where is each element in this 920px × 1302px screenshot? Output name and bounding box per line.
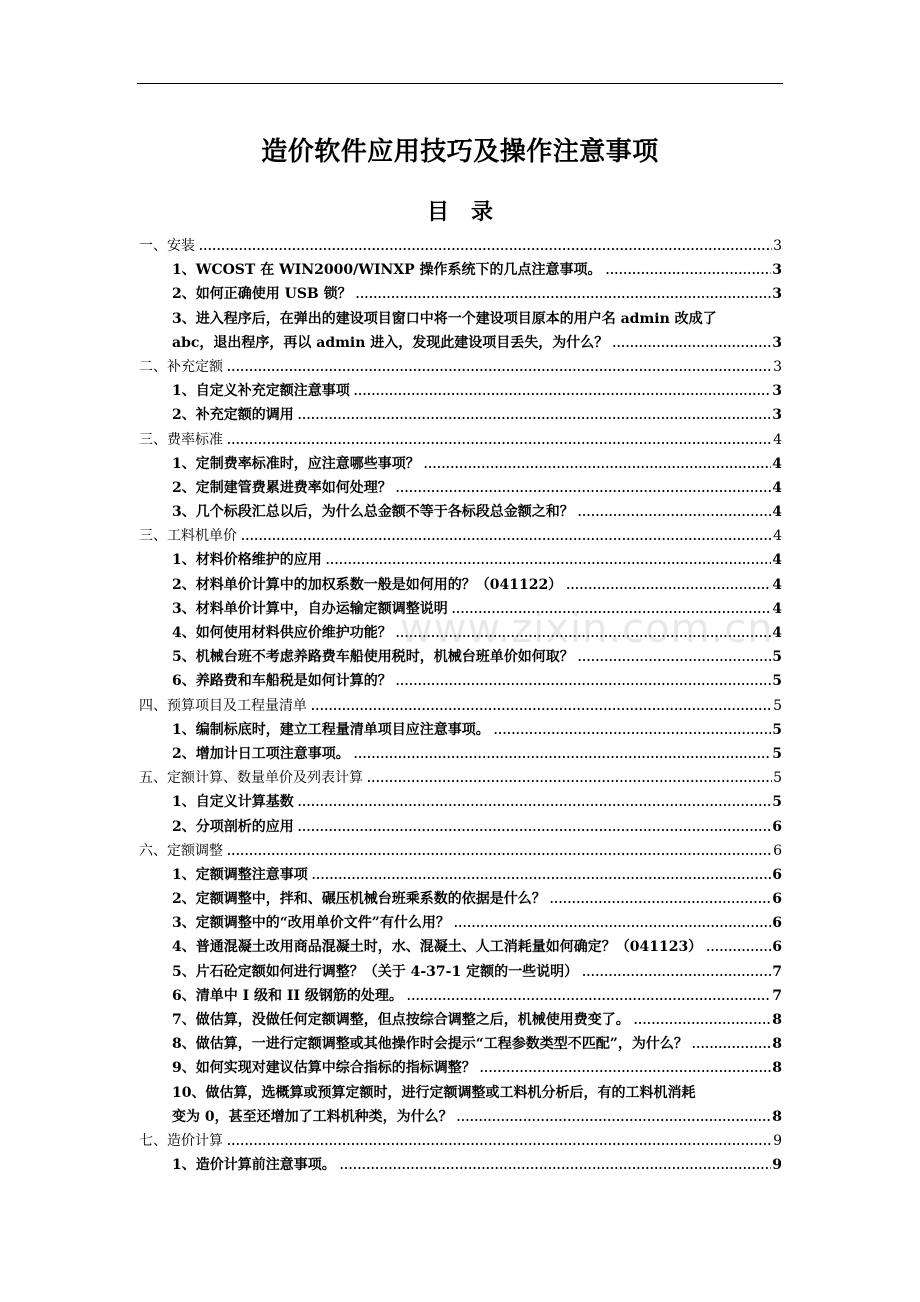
toc-leader-dots	[298, 816, 772, 840]
toc-entry-title: 2、定额调整中，拌和、碾压机械台班乘系数的依据是什么？	[172, 891, 546, 908]
toc-subsection-entry[interactable]	[139, 718, 782, 742]
toc-leader-dots	[312, 864, 772, 888]
toc-subsection-entry[interactable]	[139, 1032, 782, 1056]
toc-entry-title: 4、如何使用材料供应价维护功能？	[172, 625, 392, 641]
toc-subsection-entry[interactable]	[139, 597, 782, 621]
watermark: www.zixin.com.cn	[400, 606, 774, 652]
toc-page-number: 3	[773, 238, 782, 254]
toc-subsection-entry[interactable]	[139, 500, 782, 524]
toc-page-number: 4	[772, 625, 782, 641]
toc-subsection-entry[interactable]	[139, 887, 782, 911]
toc-subsection-entry[interactable]	[139, 476, 782, 500]
toc-section-entry[interactable]	[139, 428, 782, 452]
toc-leader-dots	[452, 598, 772, 622]
toc-page-number: 4	[772, 455, 782, 472]
toc-page-number: 7	[772, 987, 782, 1004]
toc-subsection-entry[interactable]	[139, 1056, 782, 1080]
toc-leader-dots	[454, 912, 771, 936]
toc-subsection-entry[interactable]	[139, 621, 782, 645]
toc-section-entry[interactable]	[139, 1129, 782, 1153]
toc-page-number: 5	[772, 649, 782, 666]
toc-leader-dots	[578, 646, 772, 670]
toc-page-number: 8	[772, 1012, 782, 1028]
toc-entry-title: 6、养路费和车船税是如何计算的？	[172, 673, 392, 690]
toc-entry-title: 2、补充定额的调用	[172, 407, 294, 424]
toc-entry-title: 变为 0，甚至还增加了工料机种类，为什么？	[172, 1108, 453, 1125]
toc-entry-title: 5、片石砼定额如何进行调整？（关于 4-37-1 定额的一些说明）	[172, 963, 579, 980]
toc-entry-title: 6、清单中 I 级和 II 级钢筋的处理。	[172, 987, 403, 1004]
toc-page-number: 6	[772, 939, 782, 956]
toc-page-number: 3	[772, 262, 782, 279]
toc-entry-title: 7、做估算，没做任何定额调整，但点按综合调整之后，机械使用费变了。	[172, 1012, 630, 1028]
toc-leader-dots	[424, 453, 772, 477]
toc-leader-dots	[227, 429, 772, 453]
toc-page-number: 5	[772, 794, 782, 811]
toc-entry-title: 3、几个标段汇总以后，为什么总金额不等于各标段总金额之和？	[172, 504, 574, 521]
toc-entry-title: 三、费率标准	[139, 431, 223, 448]
toc-leader-dots	[550, 888, 772, 912]
toc-entry-title: 2、分项剖析的应用	[172, 818, 294, 835]
toc-page-number: 5	[773, 697, 782, 714]
toc-section-entry[interactable]	[139, 355, 782, 379]
toc-subsection-entry[interactable]	[139, 258, 782, 282]
toc-leader-dots	[566, 574, 771, 598]
toc-page-number: 3	[772, 383, 782, 400]
toc-leader-dots	[367, 767, 772, 791]
toc-section-entry[interactable]	[139, 524, 782, 548]
toc-subsection-entry[interactable]	[139, 1153, 782, 1177]
header-rule	[137, 83, 783, 84]
toc-page-number: 4	[772, 552, 782, 569]
toc-subsection-entry[interactable]	[139, 984, 782, 1008]
toc-leader-dots	[634, 1009, 772, 1033]
toc-entry-title: 1、自定义计算基数	[172, 794, 294, 811]
toc-entry-title: 1、编制标底时，建立工程量清单项目应注意事项。	[172, 721, 490, 738]
toc-leader-dots	[298, 791, 772, 815]
toc-entry-title: 3、进入程序后，在弹出的建设项目窗口中将一个建设项目原本的用户名 admin 改成了	[172, 310, 717, 327]
toc-section-entry[interactable]	[139, 766, 782, 790]
toc-leader-dots	[606, 259, 772, 283]
toc-page-number: 3	[773, 358, 782, 375]
toc-subsection-entry[interactable]	[139, 548, 782, 572]
toc-subsection-entry[interactable]	[139, 403, 782, 427]
toc-leader-dots	[356, 283, 772, 307]
toc-page-number: 8	[772, 1108, 782, 1125]
toc-entry-title: 1、造价计算前注意事项。	[172, 1157, 336, 1174]
toc-page-number: 3	[772, 334, 782, 351]
toc-subsection-entry[interactable]	[139, 911, 782, 935]
toc-entry-title: 4、普通混凝土改用商品混凝土时，水、混凝土、人工消耗量如何确定？（041123）	[172, 939, 703, 956]
toc-leader-dots	[354, 380, 772, 404]
toc-leader-dots	[706, 936, 771, 960]
toc-leader-dots	[227, 1130, 772, 1154]
toc-leader-dots	[298, 404, 772, 428]
toc-leader-dots	[227, 356, 772, 380]
toc-page-number: 6	[772, 891, 782, 908]
toc-subsection-entry[interactable]	[139, 815, 782, 839]
document-title: 造价软件应用技巧及操作注意事项	[261, 137, 659, 167]
toc-entry-title: 1、定制费率标准时，应注意哪些事项？	[172, 455, 420, 472]
toc-page-number: 9	[772, 1157, 782, 1174]
toc-entry-title: 二、补充定额	[139, 358, 223, 375]
toc-page-number: 5	[772, 745, 782, 762]
toc-leader-dots	[494, 719, 772, 743]
toc-leader-dots	[407, 985, 771, 1009]
toc-subsection-entry[interactable]	[139, 645, 782, 669]
toc-entry-title: 2、如何正确使用 USB 锁？	[172, 286, 352, 303]
toc-page-number: 3	[772, 407, 782, 424]
toc-entry-title: 2、增加计日工项注意事项。	[172, 745, 350, 762]
toc-page-number: 7	[772, 963, 782, 980]
toc-entry-title: 3、材料单价计算中，自办运输定额调整说明	[172, 600, 448, 617]
toc-leader-dots	[311, 695, 772, 719]
toc-leader-dots	[340, 1154, 772, 1178]
table-of-contents	[139, 234, 782, 1177]
toc-subsection-entry[interactable]	[139, 307, 782, 331]
toc-entry-title: 8、做估算，一进行定额调整或其他操作时会提示“工程参数类型不匹配”，为什么？	[172, 1036, 688, 1053]
toc-subsection-entry[interactable]	[139, 960, 782, 984]
toc-page-number: 4	[772, 479, 782, 496]
toc-subsection-entry[interactable]	[139, 452, 782, 476]
toc-entry-title: 五、定额计算、数量单价及列表计算	[139, 770, 363, 787]
toc-leader-dots	[578, 501, 772, 525]
toc-leader-dots	[457, 1106, 772, 1130]
toc-page-number: 5	[772, 673, 782, 690]
toc-entry-title: 1、自定义补充定额注意事项	[172, 383, 350, 400]
toc-entry-title: 1、材料价格维护的应用	[172, 552, 322, 569]
toc-entry-title: 5、机械台班不考虑养路费车船使用税时，机械台班单价如何取？	[172, 649, 574, 666]
toc-entry-title: 3、定额调整中的“改用单价文件”有什么用？	[172, 915, 450, 932]
toc-page-number: 5	[772, 721, 782, 738]
toc-leader-dots	[326, 549, 772, 573]
toc-heading: 目 录	[426, 199, 493, 225]
toc-page-number: 8	[772, 1036, 782, 1053]
toc-subsection-entry[interactable]	[139, 863, 782, 887]
toc-entry-title: 1、WCOST 在 WIN2000/WINXP 操作系统下的几点注意事项。	[172, 262, 602, 279]
toc-page-number: 6	[772, 915, 782, 932]
toc-subsection-entry[interactable]	[139, 282, 782, 306]
toc-subsection-entry[interactable]	[139, 1081, 782, 1105]
toc-page-number: 4	[773, 528, 782, 545]
toc-leader-dots	[354, 743, 772, 767]
toc-subsection-entry[interactable]	[139, 935, 782, 959]
toc-entry-title: 四、预算项目及工程量清单	[139, 697, 307, 714]
toc-entry-title: 三、工料机单价	[139, 528, 237, 545]
toc-entry-title: 2、材料单价计算中的加权系数一般是如何用的？（041122）	[172, 576, 563, 593]
toc-page-number: 4	[773, 431, 782, 448]
toc-entry-title: 1、定额调整注意事项	[172, 866, 308, 883]
toc-page-number: 8	[772, 1060, 782, 1077]
toc-page-number: 6	[772, 818, 782, 835]
toc-subsection-entry[interactable]	[139, 1008, 782, 1032]
toc-section-entry[interactable]	[139, 839, 782, 863]
toc-page-number: 4	[772, 504, 782, 521]
toc-leader-dots	[396, 670, 772, 694]
toc-page-number: 5	[773, 770, 782, 787]
toc-entry-title: 七、造价计算	[139, 1132, 223, 1149]
toc-page-number: 6	[773, 842, 782, 859]
toc-leader-dots	[396, 477, 772, 501]
toc-leader-dots	[480, 1057, 772, 1081]
toc-leader-dots	[612, 332, 771, 356]
toc-entry-title: abc，退出程序，再以 admin 进入，发现此建设项目丢失，为什么？	[172, 334, 609, 351]
toc-leader-dots	[396, 622, 772, 646]
toc-page-number: 9	[773, 1132, 782, 1149]
toc-leader-dots	[582, 961, 771, 985]
toc-entry-title: 六、定额调整	[139, 842, 223, 859]
toc-subsection-entry[interactable]	[139, 331, 782, 355]
toc-subsection-entry[interactable]	[139, 379, 782, 403]
toc-page-number: 3	[772, 286, 782, 303]
toc-entry-title: 9、如何实现对建议估算中综合指标的指标调整？	[172, 1060, 476, 1077]
toc-leader-dots	[241, 525, 772, 549]
toc-subsection-entry[interactable]	[139, 1105, 782, 1129]
toc-section-entry[interactable]	[139, 694, 782, 718]
toc-page-number: 4	[772, 600, 782, 617]
toc-page-number: 4	[772, 576, 782, 593]
toc-entry-title: 一、安装	[139, 238, 195, 254]
toc-subsection-entry[interactable]	[139, 573, 782, 597]
toc-section-entry[interactable]	[139, 234, 782, 258]
toc-leader-dots	[692, 1033, 771, 1057]
toc-leader-dots	[227, 840, 772, 864]
toc-leader-dots	[199, 235, 772, 259]
toc-subsection-entry[interactable]	[139, 790, 782, 814]
toc-subsection-entry[interactable]	[139, 669, 782, 693]
toc-subsection-entry[interactable]	[139, 742, 782, 766]
toc-entry-title: 10、做估算，选概算或预算定额时，进行定额调整或工料机分析后，有的工料机消耗	[172, 1084, 696, 1101]
toc-entry-title: 2、定制建管费累进费率如何处理？	[172, 479, 392, 496]
toc-page-number: 6	[772, 866, 782, 883]
